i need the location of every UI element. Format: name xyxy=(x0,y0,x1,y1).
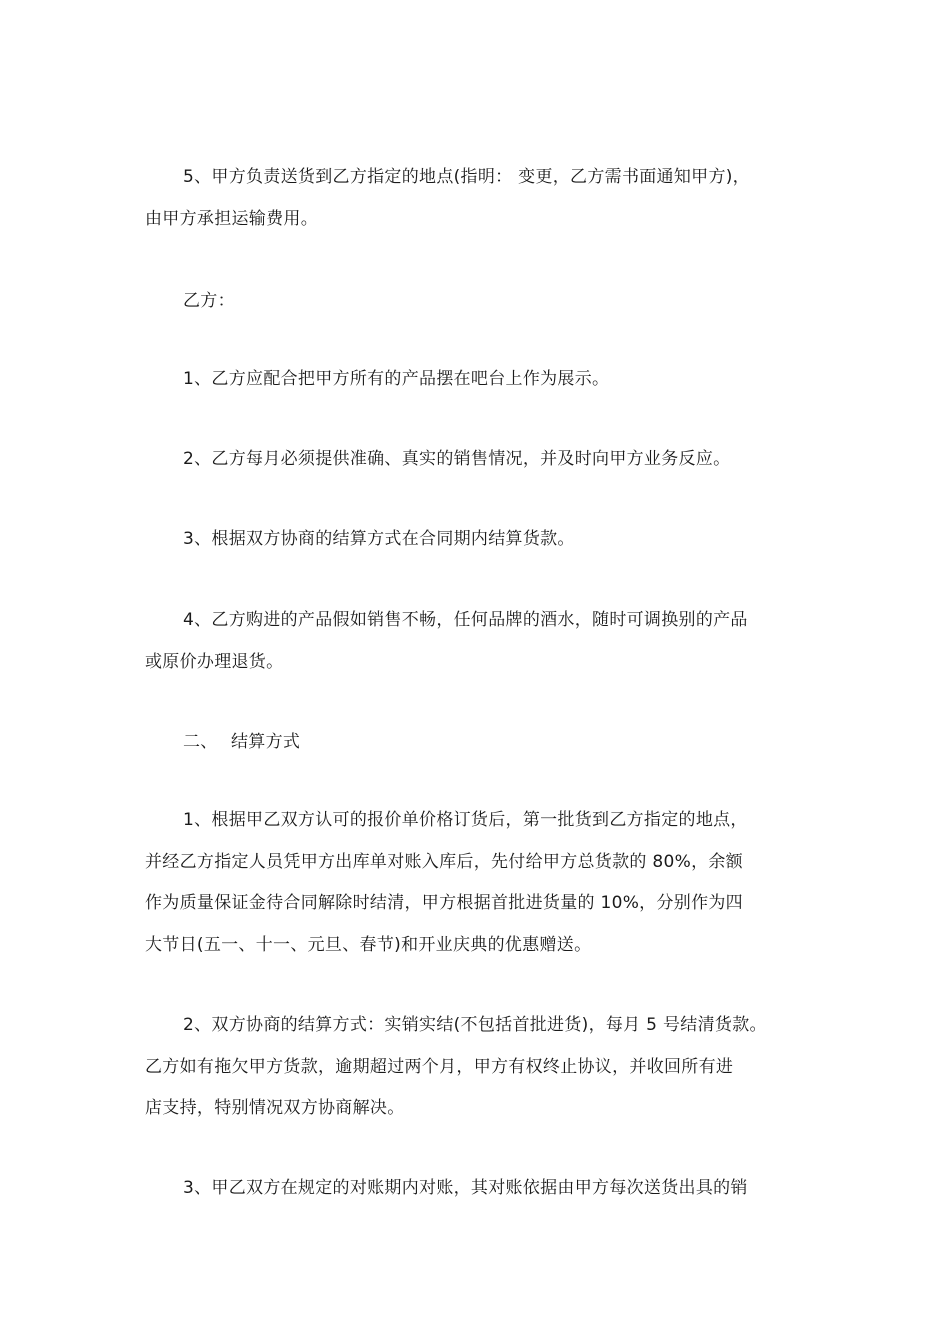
text-line: 或原价办理退货。 xyxy=(145,651,284,672)
section-number: 二、 xyxy=(183,732,218,752)
paragraph-party-b-item-1 xyxy=(145,359,810,401)
text-line: 大节日(五一、十一、元旦、春节)和开业庆典的优惠赠送。 xyxy=(145,934,592,955)
section-heading-settlement xyxy=(145,722,810,764)
text-line: 乙方： xyxy=(183,291,235,311)
text-line xyxy=(145,722,810,764)
text-line: 2、双方协商的结算方式：实销实结(不包括首批进货)，每月 5 号结清货款。 xyxy=(183,1015,767,1035)
party-b-heading xyxy=(145,281,810,323)
section-title: 结算方式 xyxy=(231,732,301,752)
text-line: 5、甲方负责送货到乙方指定的地点(指明： 变更，乙方需书面通知甲方)， xyxy=(183,167,750,187)
paragraph-settlement-item-3 xyxy=(145,1168,810,1210)
paragraph-settlement-item-1 xyxy=(145,800,810,966)
paragraph-party-a-item-5 xyxy=(145,157,810,240)
text-line: 作为质量保证金待合同解除时结清，甲方根据首批进货量的 10%，分别作为四 xyxy=(145,893,743,913)
text-line: 3、根据双方协商的结算方式在合同期内结算货款。 xyxy=(183,529,575,549)
text-line: 并经乙方指定人员凭甲方出库单对账入库后，先付给甲方总货款的 80%，余额 xyxy=(145,851,743,872)
paragraph-party-b-item-4 xyxy=(145,600,810,683)
text-line: 2、乙方每月必须提供准确、真实的销售情况，并及时向甲方业务反应。 xyxy=(183,449,731,469)
paragraph-party-b-item-3 xyxy=(145,519,810,561)
text-line: 1、乙方应配合把甲方所有的产品摆在吧台上作为展示。 xyxy=(183,369,610,389)
paragraph-party-b-item-2 xyxy=(145,439,810,481)
text-line: 4、乙方购进的产品假如销售不畅，任何品牌的酒水，随时可调换别的产品 xyxy=(183,610,748,630)
text-line: 店支持，特别情况双方协商解决。 xyxy=(145,1098,405,1118)
text-line: 由甲方承担运输费用。 xyxy=(145,208,318,229)
text-line: 乙方如有拖欠甲方货款，逾期超过两个月，甲方有权终止协议，并收回所有进 xyxy=(145,1056,734,1077)
paragraph-settlement-item-2 xyxy=(145,1005,810,1130)
text-line: 3、甲乙双方在规定的对账期内对账，其对账依据由甲方每次送货出具的销 xyxy=(183,1178,748,1198)
text-line: 1、根据甲乙双方认可的报价单价格订货后，第一批货到乙方指定的地点， xyxy=(183,810,748,830)
